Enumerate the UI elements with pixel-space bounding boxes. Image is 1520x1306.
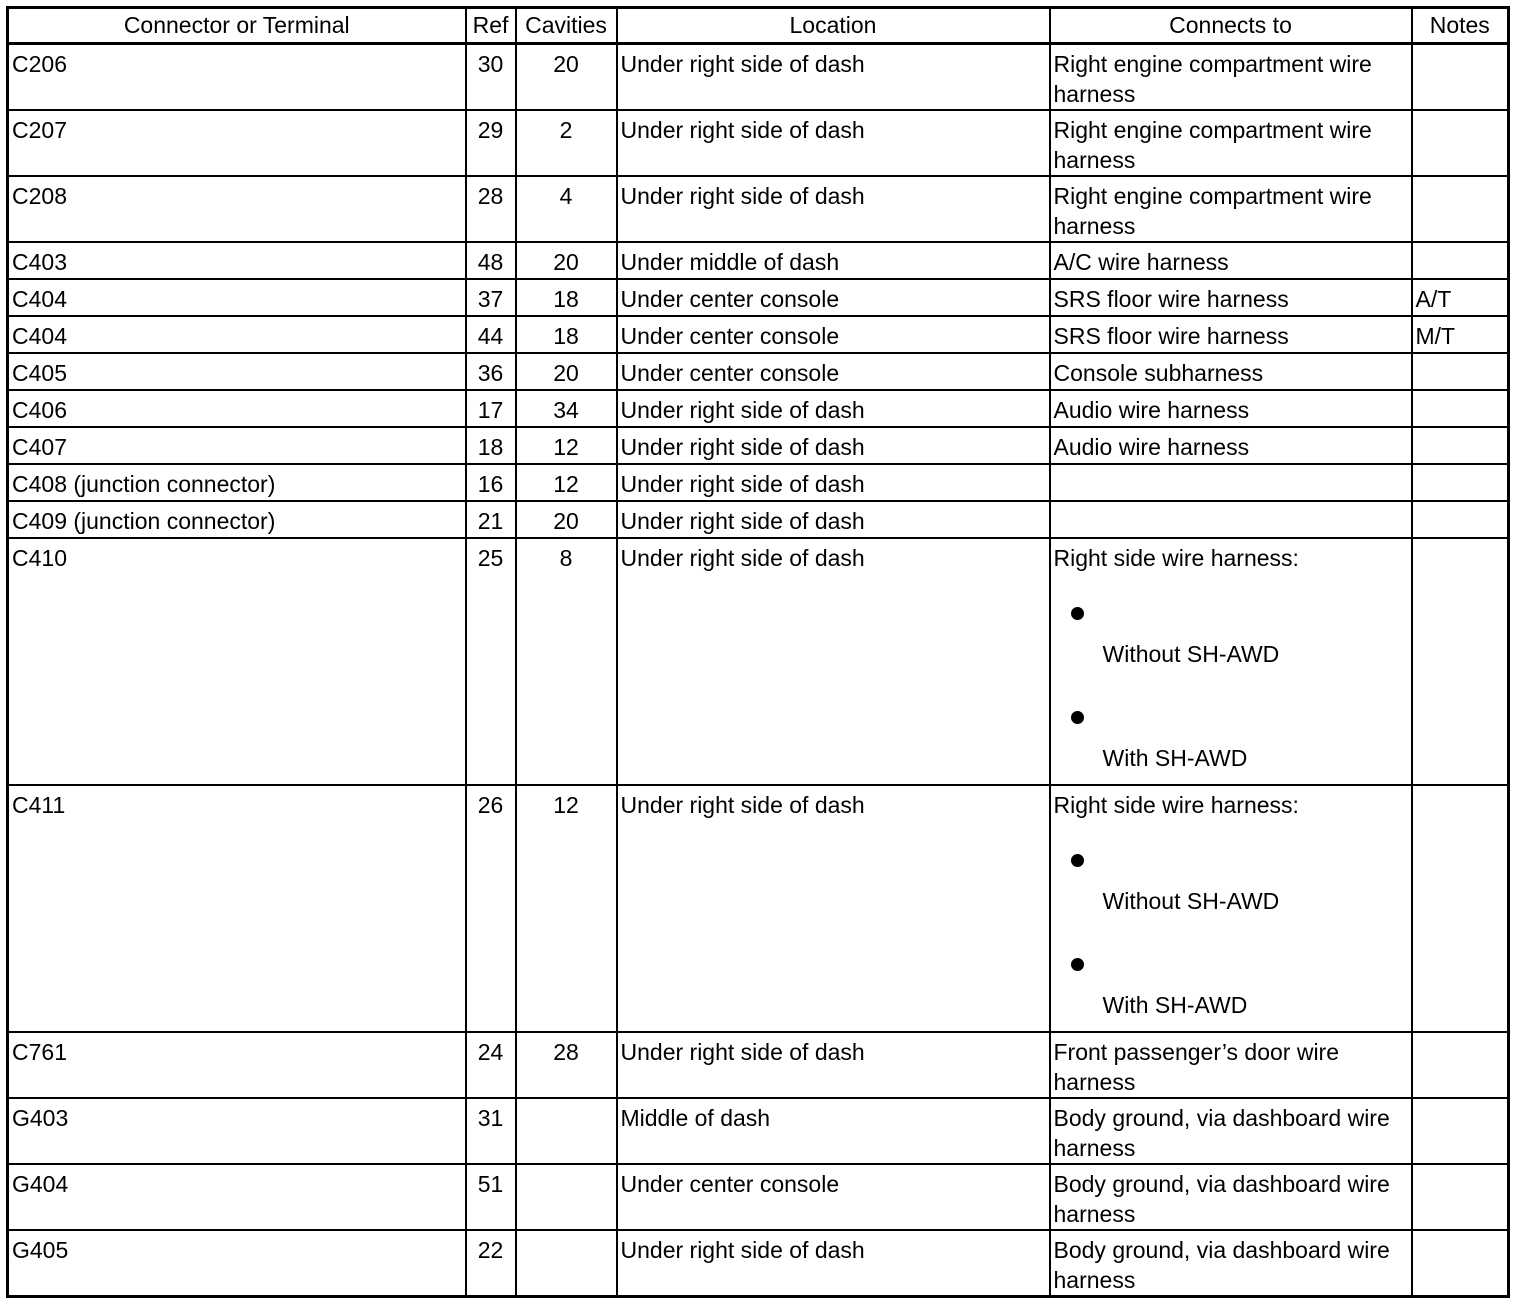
cell-connects-to: Console subharness [1050,353,1412,390]
cell-cavities: 12 [516,464,617,501]
cell-notes [1412,1230,1509,1297]
table-row [8,44,1509,111]
cell-cavities [516,1230,617,1297]
cell-location: Under right side of dash [617,785,1050,1032]
cell-ref: 26 [466,785,516,1032]
cell-connector: G403 [8,1098,466,1164]
cell-ref: 18 [466,427,516,464]
bullet-text: With SH-AWD [1102,992,1248,1018]
cell-ref: 28 [466,176,516,242]
header-cavities: Cavities [516,8,617,44]
header-notes: Notes [1412,8,1509,44]
connects-to-lead: Right side wire harness: [1053,792,1299,818]
connector-table [6,6,1510,1298]
cell-connects-to: Audio wire harness [1050,427,1412,464]
cell-notes [1412,464,1509,501]
connects-to-lead: Right side wire harness: [1053,545,1299,571]
cell-connector: C407 [8,427,466,464]
cell-cavities: 12 [516,785,617,1032]
bullet-dot-icon [1071,607,1084,620]
table-row [8,242,1509,279]
cell-notes [1412,353,1509,390]
bullet-dot-icon [1071,854,1084,867]
cell-location: Under right side of dash [617,1032,1050,1098]
cell-connects-to: Right engine compartment wire harness [1050,176,1412,242]
cell-notes [1412,1098,1509,1164]
bullet-dot-icon [1071,958,1084,971]
cell-connector: C761 [8,1032,466,1098]
cell-location: Under right side of dash [617,1230,1050,1297]
cell-location: Under right side of dash [617,390,1050,427]
table-row [8,176,1509,242]
table-row [8,427,1509,464]
cell-connects-to [1050,501,1412,538]
cell-connector: C410 [8,538,466,785]
cell-notes [1412,785,1509,1032]
table-row [8,501,1509,538]
cell-cavities [516,1164,617,1230]
cell-connects-to [1050,785,1412,1032]
table-row [8,353,1509,390]
cell-connector: C206 [8,44,466,111]
cell-connects-to [1050,464,1412,501]
bullet-text: Without SH-AWD [1102,641,1280,667]
bullet-dot-icon [1071,711,1084,724]
cell-cavities: 20 [516,353,617,390]
cell-connects-to: SRS floor wire harness [1050,316,1412,353]
cell-connector: C208 [8,176,466,242]
cell-location: Under right side of dash [617,427,1050,464]
cell-connects-to: Right engine compartment wire harness [1050,110,1412,176]
bullet-text: With SH-AWD [1102,745,1248,771]
cell-connects-to: SRS floor wire harness [1050,279,1412,316]
bullet-text: Without SH-AWD [1102,888,1280,914]
cell-cavities: 20 [516,242,617,279]
header-ref: Ref [466,8,516,44]
cell-cavities: 4 [516,176,617,242]
cell-ref: 22 [466,1230,516,1297]
bullet-list [1054,579,1408,773]
cell-cavities [516,1098,617,1164]
cell-cavities: 2 [516,110,617,176]
cell-notes [1412,1164,1509,1230]
cell-cavities: 20 [516,44,617,111]
cell-notes [1412,110,1509,176]
table-row [8,785,1509,1032]
cell-location: Under right side of dash [617,538,1050,785]
header-connects-to: Connects to [1050,8,1412,44]
cell-connects-to: Front passenger’s door wire harness [1050,1032,1412,1098]
cell-connector: G404 [8,1164,466,1230]
cell-notes [1412,242,1509,279]
table-row [8,1032,1509,1098]
cell-location: Under center console [617,316,1050,353]
cell-ref: 29 [466,110,516,176]
cell-connector: C409 (junction connector) [8,501,466,538]
cell-location: Under right side of dash [617,464,1050,501]
cell-connector: C404 [8,316,466,353]
cell-ref: 51 [466,1164,516,1230]
cell-cavities: 18 [516,316,617,353]
cell-notes: A/T [1412,279,1509,316]
cell-notes [1412,1032,1509,1098]
cell-connector: C403 [8,242,466,279]
table-header-row [8,8,1509,44]
cell-cavities: 18 [516,279,617,316]
table-row [8,1098,1509,1164]
bullet-item [1054,826,1408,916]
cell-connector: C408 (junction connector) [8,464,466,501]
cell-cavities: 12 [516,427,617,464]
cell-connector: G405 [8,1230,466,1297]
bullet-item [1054,930,1408,1020]
header-connector: Connector or Terminal [8,8,466,44]
cell-ref: 44 [466,316,516,353]
cell-connector: C207 [8,110,466,176]
cell-notes [1412,44,1509,111]
cell-connector: C405 [8,353,466,390]
cell-ref: 37 [466,279,516,316]
cell-location: Under center console [617,279,1050,316]
cell-ref: 21 [466,501,516,538]
cell-location: Under right side of dash [617,176,1050,242]
bullet-item [1054,683,1408,773]
table-row [8,538,1509,785]
table-row [8,1230,1509,1297]
cell-notes [1412,501,1509,538]
cell-connects-to: Audio wire harness [1050,390,1412,427]
bullet-list [1054,826,1408,1020]
table-row [8,110,1509,176]
cell-notes [1412,427,1509,464]
table-row [8,1164,1509,1230]
cell-connects-to: Body ground, via dashboard wire harness [1050,1230,1412,1297]
cell-cavities: 28 [516,1032,617,1098]
bullet-item [1054,579,1408,669]
cell-cavities: 20 [516,501,617,538]
cell-ref: 31 [466,1098,516,1164]
cell-connects-to [1050,538,1412,785]
cell-connects-to: Body ground, via dashboard wire harness [1050,1164,1412,1230]
cell-location: Under center console [617,1164,1050,1230]
cell-connector: C404 [8,279,466,316]
cell-ref: 48 [466,242,516,279]
cell-ref: 30 [466,44,516,111]
cell-cavities: 34 [516,390,617,427]
header-location: Location [617,8,1050,44]
cell-notes [1412,176,1509,242]
cell-connector: C411 [8,785,466,1032]
cell-notes: M/T [1412,316,1509,353]
cell-location: Under right side of dash [617,44,1050,111]
cell-notes [1412,538,1509,785]
cell-connects-to: A/C wire harness [1050,242,1412,279]
table-body [8,44,1509,1297]
cell-ref: 36 [466,353,516,390]
table-row [8,316,1509,353]
cell-location: Under right side of dash [617,110,1050,176]
cell-connects-to: Right engine compartment wire harness [1050,44,1412,111]
cell-notes [1412,390,1509,427]
table-row [8,279,1509,316]
cell-location: Under middle of dash [617,242,1050,279]
table-row [8,390,1509,427]
cell-ref: 24 [466,1032,516,1098]
table-row [8,464,1509,501]
cell-connector: C406 [8,390,466,427]
cell-connects-to: Body ground, via dashboard wire harness [1050,1098,1412,1164]
cell-location: Under center console [617,353,1050,390]
cell-ref: 17 [466,390,516,427]
cell-ref: 25 [466,538,516,785]
cell-cavities: 8 [516,538,617,785]
cell-ref: 16 [466,464,516,501]
cell-location: Under right side of dash [617,501,1050,538]
cell-location: Middle of dash [617,1098,1050,1164]
